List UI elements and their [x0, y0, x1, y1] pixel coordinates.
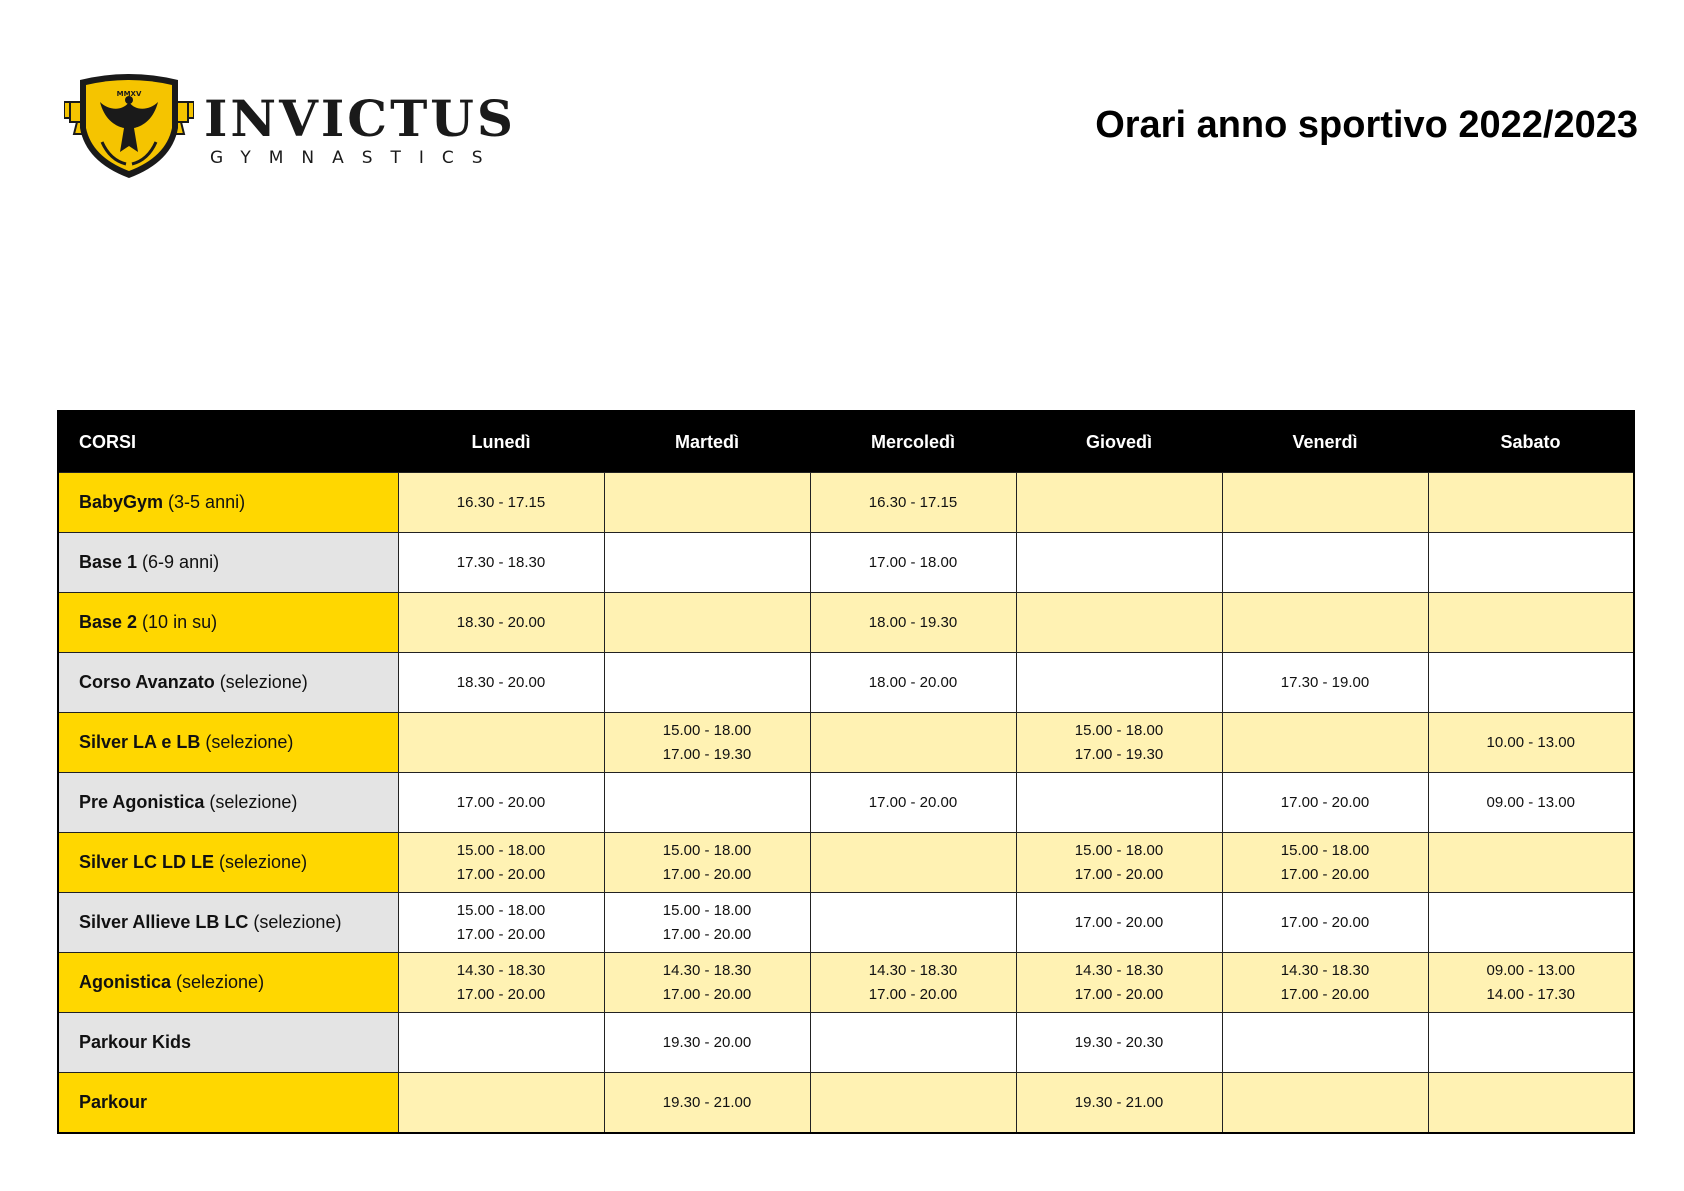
- time-range: 15.00 - 18.00: [1280, 841, 1370, 859]
- time-slot-cell: [1222, 713, 1428, 773]
- time-range: 17.00 - 20.00: [1280, 985, 1370, 1003]
- table-row: [58, 473, 1634, 533]
- time-range: 18.00 - 20.00: [868, 673, 958, 691]
- time-slot-cell: [398, 833, 604, 893]
- table-row: [58, 593, 1634, 653]
- time-range: 14.30 - 18.30: [1280, 961, 1370, 979]
- time-slot-cell: [398, 713, 604, 773]
- course-note: (selezione): [200, 731, 294, 752]
- course-name: Silver Allieve LB LC: [79, 911, 249, 932]
- time-slot-cell: [810, 893, 1016, 953]
- time-range: 09.00 - 13.00: [1486, 793, 1575, 811]
- course-cell: [58, 773, 398, 833]
- time-slot-cell: [1222, 893, 1428, 953]
- time-slot-cell: [1016, 713, 1222, 773]
- time-slot-cell: [1222, 773, 1428, 833]
- time-slot-cell: [398, 653, 604, 713]
- time-slot-cell: [1222, 1013, 1428, 1073]
- time-range: 17.30 - 19.00: [1280, 673, 1370, 691]
- course-cell: [58, 893, 398, 953]
- time-slot-cell: [1222, 1073, 1428, 1134]
- course-name: Corso Avanzato: [79, 671, 215, 692]
- time-range: 15.00 - 18.00: [1074, 721, 1164, 739]
- time-range: 19.30 - 21.00: [1074, 1093, 1164, 1111]
- time-slot-cell: [810, 1073, 1016, 1134]
- course-name: Agonistica: [79, 971, 172, 992]
- course-note: (6-9 anni): [137, 551, 220, 572]
- time-slot-cell: [398, 893, 604, 953]
- time-slot-cell: [1016, 533, 1222, 593]
- time-range: 17.00 - 20.00: [662, 865, 752, 883]
- course-name: Parkour: [79, 1091, 148, 1112]
- time-slot-cell: [1428, 953, 1634, 1013]
- time-slot-cell: [604, 1013, 810, 1073]
- time-slot-cell: [1428, 1073, 1634, 1134]
- course-name: Pre Agonistica: [79, 791, 205, 812]
- table-row: [58, 533, 1634, 593]
- time-range: 18.00 - 19.30: [868, 613, 958, 631]
- brand-logo: [64, 72, 516, 182]
- course-note: (selezione): [204, 791, 298, 812]
- time-slot-cell: [1222, 653, 1428, 713]
- course-note: (10 in su): [137, 611, 218, 632]
- time-range: 17.00 - 19.30: [1074, 745, 1164, 763]
- course-cell: [58, 653, 398, 713]
- table-row: [58, 653, 1634, 713]
- time-range: 19.30 - 20.00: [662, 1033, 752, 1051]
- header-saturday: Sabato: [1428, 411, 1634, 473]
- course-cell: [58, 833, 398, 893]
- table-row: [58, 1073, 1634, 1134]
- time-slot-cell: [1428, 833, 1634, 893]
- time-slot-cell: [810, 533, 1016, 593]
- time-range: 17.00 - 20.00: [456, 925, 546, 943]
- course-note: (selezione): [171, 971, 265, 992]
- header-friday: Venerdì: [1222, 411, 1428, 473]
- time-slot-cell: [1428, 1013, 1634, 1073]
- time-slot-cell: [604, 473, 810, 533]
- time-slot-cell: [398, 953, 604, 1013]
- time-slot-cell: [604, 593, 810, 653]
- course-name: Silver LC LD LE: [79, 851, 215, 872]
- course-note: (selezione): [214, 671, 308, 692]
- time-slot-cell: [1222, 833, 1428, 893]
- time-slot-cell: [1016, 893, 1222, 953]
- time-range: 19.30 - 21.00: [662, 1093, 752, 1111]
- time-range: 17.00 - 20.00: [456, 793, 546, 811]
- time-range: 17.00 - 20.00: [456, 865, 546, 883]
- time-slot-cell: [398, 593, 604, 653]
- time-range: 15.00 - 18.00: [662, 841, 752, 859]
- time-slot-cell: [1016, 833, 1222, 893]
- course-note: (selezione): [214, 851, 308, 872]
- time-slot-cell: [398, 533, 604, 593]
- course-name: Base 1: [79, 551, 138, 572]
- time-slot-cell: [810, 473, 1016, 533]
- header-courses: CORSI: [58, 411, 398, 473]
- time-slot-cell: [1016, 953, 1222, 1013]
- time-range: 15.00 - 18.00: [1074, 841, 1164, 859]
- time-range: 17.00 - 20.00: [868, 985, 958, 1003]
- table-row: [58, 1013, 1634, 1073]
- time-slot-cell: [398, 1013, 604, 1073]
- brand-name: INVICTUS: [204, 89, 516, 148]
- table-row: [58, 833, 1634, 893]
- time-slot-cell: [604, 713, 810, 773]
- time-slot-cell: [1428, 773, 1634, 833]
- time-slot-cell: [1428, 713, 1634, 773]
- time-range: 17.00 - 20.00: [1280, 913, 1370, 931]
- time-range: 17.00 - 20.00: [1074, 913, 1164, 931]
- time-range: 14.30 - 18.30: [868, 961, 958, 979]
- time-slot-cell: [1428, 473, 1634, 533]
- time-slot-cell: [1222, 593, 1428, 653]
- time-slot-cell: [604, 953, 810, 1013]
- course-cell: [58, 593, 398, 653]
- time-slot-cell: [810, 713, 1016, 773]
- header-thursday: Giovedì: [1016, 411, 1222, 473]
- time-slot-cell: [604, 533, 810, 593]
- time-range: 14.30 - 18.30: [1074, 961, 1164, 979]
- time-range: 17.00 - 19.30: [662, 745, 752, 763]
- time-range: 17.00 - 20.00: [1280, 793, 1370, 811]
- header-monday: Lunedì: [398, 411, 604, 473]
- brand-tagline: GYMNASTICS: [210, 148, 501, 168]
- schedule-table: [57, 410, 1635, 1134]
- time-slot-cell: [810, 773, 1016, 833]
- course-name: Parkour Kids: [79, 1031, 192, 1052]
- course-note: (selezione): [248, 911, 342, 932]
- time-slot-cell: [810, 953, 1016, 1013]
- time-slot-cell: [604, 653, 810, 713]
- time-range: 18.30 - 20.00: [456, 613, 546, 631]
- time-range: 17.00 - 20.00: [662, 925, 752, 943]
- time-slot-cell: [1222, 533, 1428, 593]
- time-range: 15.00 - 18.00: [456, 841, 546, 859]
- time-range: 14.30 - 18.30: [456, 961, 546, 979]
- time-slot-cell: [398, 1073, 604, 1134]
- time-range: 14.00 - 17.30: [1486, 985, 1575, 1003]
- time-slot-cell: [1428, 653, 1634, 713]
- course-cell: [58, 533, 398, 593]
- time-range: 17.00 - 18.00: [868, 553, 958, 571]
- time-slot-cell: [1428, 893, 1634, 953]
- time-range: 18.30 - 20.00: [456, 673, 546, 691]
- time-range: 17.00 - 20.00: [1074, 865, 1164, 883]
- time-slot-cell: [604, 833, 810, 893]
- time-range: 17.00 - 20.00: [456, 985, 546, 1003]
- time-range: 15.00 - 18.00: [662, 901, 752, 919]
- time-slot-cell: [1428, 533, 1634, 593]
- table-row: [58, 893, 1634, 953]
- time-range: 16.30 - 17.15: [868, 493, 958, 511]
- course-cell: [58, 713, 398, 773]
- time-slot-cell: [1016, 593, 1222, 653]
- time-range: 15.00 - 18.00: [662, 721, 752, 739]
- time-slot-cell: [1016, 773, 1222, 833]
- time-slot-cell: [604, 893, 810, 953]
- time-slot-cell: [1222, 473, 1428, 533]
- page-title: Orari anno sportivo 2022/2023: [1095, 104, 1638, 146]
- time-slot-cell: [398, 773, 604, 833]
- time-range: 09.00 - 13.00: [1486, 961, 1575, 979]
- course-cell: [58, 953, 398, 1013]
- time-slot-cell: [1016, 1013, 1222, 1073]
- time-slot-cell: [1222, 953, 1428, 1013]
- phoenix-shield-icon: [64, 72, 194, 182]
- time-slot-cell: [810, 593, 1016, 653]
- course-name: Base 2: [79, 611, 138, 632]
- course-cell: [58, 473, 398, 533]
- time-slot-cell: [604, 1073, 810, 1134]
- time-range: 10.00 - 13.00: [1486, 733, 1575, 751]
- course-name: Silver LA e LB: [79, 731, 201, 752]
- header-row: [58, 411, 1634, 473]
- time-slot-cell: [398, 473, 604, 533]
- time-range: 17.00 - 20.00: [1074, 985, 1164, 1003]
- time-slot-cell: [810, 653, 1016, 713]
- time-slot-cell: [1016, 1073, 1222, 1134]
- time-slot-cell: [810, 1013, 1016, 1073]
- course-cell: [58, 1073, 398, 1134]
- time-range: 19.30 - 20.30: [1074, 1033, 1164, 1051]
- time-slot-cell: [1016, 473, 1222, 533]
- table-row: [58, 713, 1634, 773]
- time-range: 17.00 - 20.00: [662, 985, 752, 1003]
- time-range: 16.30 - 17.15: [456, 493, 546, 511]
- course-name: BabyGym: [79, 491, 164, 512]
- time-slot-cell: [604, 773, 810, 833]
- course-note: (3-5 anni): [163, 491, 246, 512]
- time-range: 17.00 - 20.00: [1280, 865, 1370, 883]
- emblem-text: MMXV: [116, 90, 142, 98]
- table-row: [58, 773, 1634, 833]
- time-slot-cell: [1016, 653, 1222, 713]
- header-tuesday: Martedì: [604, 411, 810, 473]
- time-range: 17.30 - 18.30: [456, 553, 546, 571]
- time-range: 17.00 - 20.00: [868, 793, 958, 811]
- header-wednesday: Mercoledì: [810, 411, 1016, 473]
- time-slot-cell: [1428, 593, 1634, 653]
- course-cell: [58, 1013, 398, 1073]
- time-range: 14.30 - 18.30: [662, 961, 752, 979]
- time-slot-cell: [810, 833, 1016, 893]
- time-range: 15.00 - 18.00: [456, 901, 546, 919]
- table-row: [58, 953, 1634, 1013]
